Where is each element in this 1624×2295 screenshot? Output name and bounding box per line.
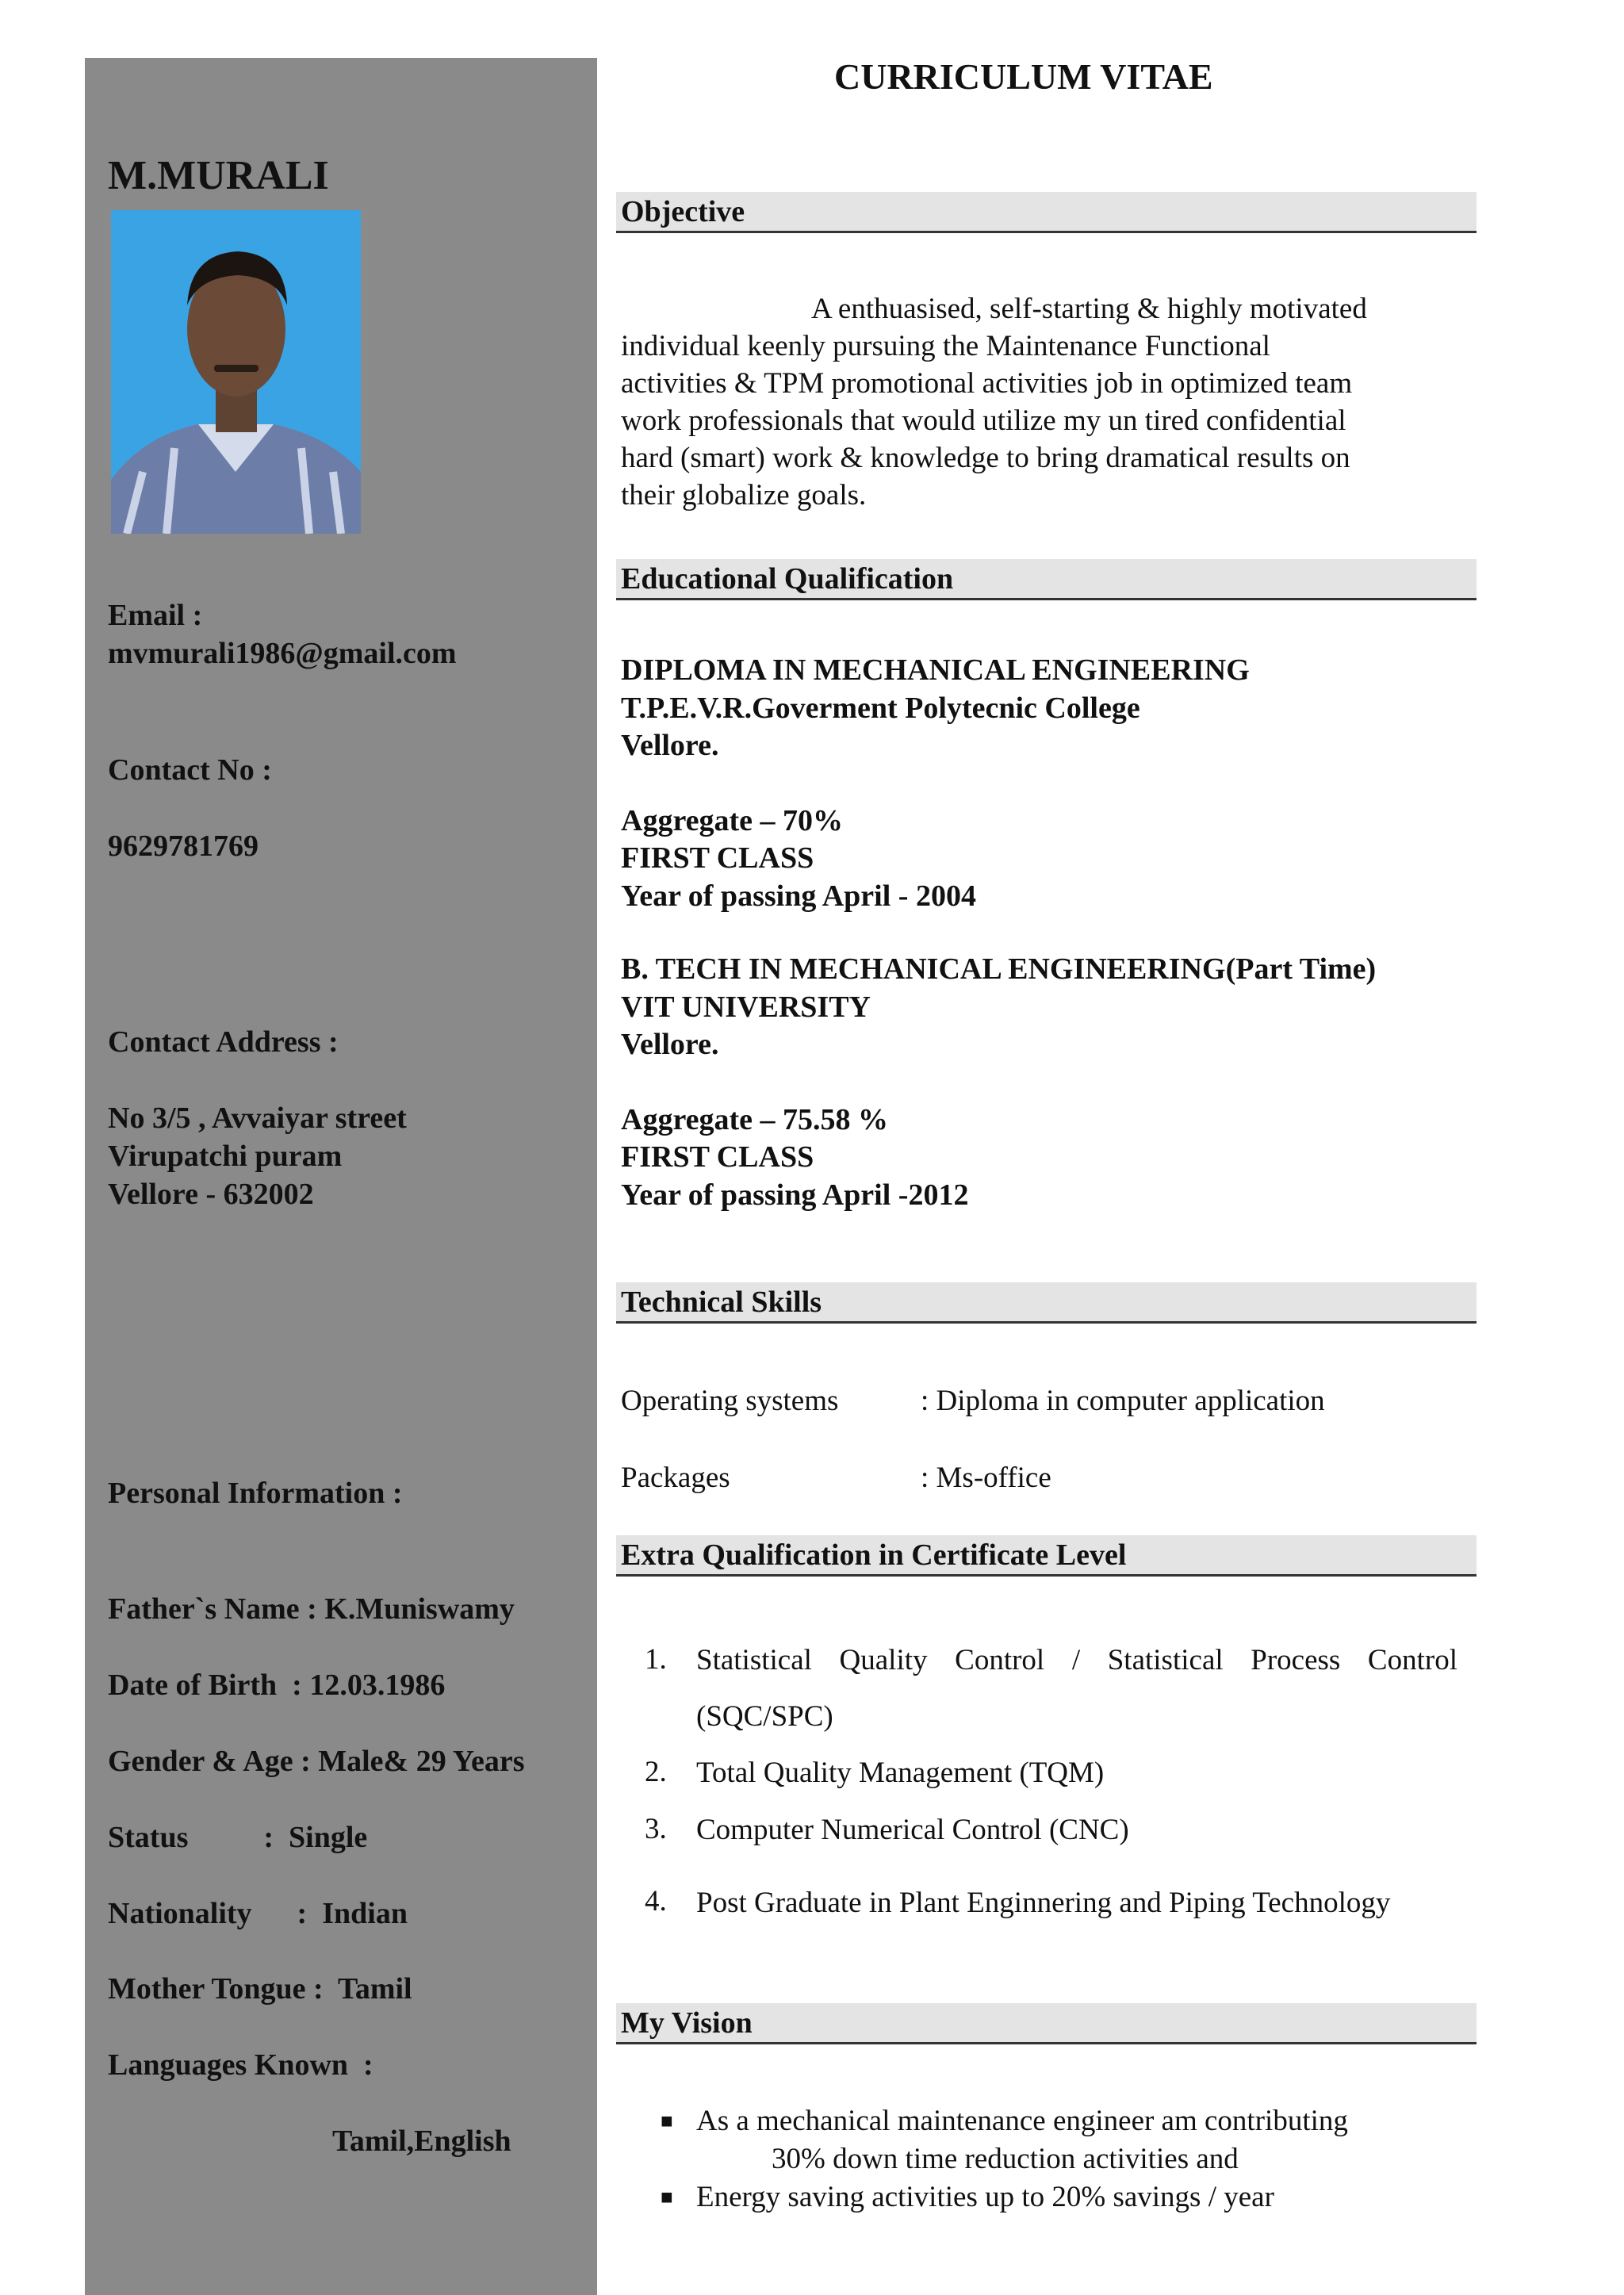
aggregate: Aggregate – 75.58 % xyxy=(621,1102,889,1136)
section-header-extra-qualification: Extra Qualification in Certificate Level xyxy=(616,1535,1477,1577)
class: FIRST CLASS xyxy=(621,1140,814,1174)
vision-list xyxy=(621,2102,1414,2221)
aggregate: Aggregate – 70% xyxy=(621,803,844,837)
year-of-passing: Year of passing April -2012 xyxy=(621,1178,969,1212)
address-line-3: Vellore - 632002 xyxy=(108,1178,314,1211)
address-label: Contact Address : xyxy=(108,1025,339,1059)
year-of-passing: Year of passing April - 2004 xyxy=(621,879,976,913)
section-header-objective: Objective xyxy=(616,192,1477,233)
vision-line: 30% down time reduction activities and xyxy=(772,2143,1239,2175)
person-photo-icon xyxy=(111,210,361,534)
list-number: 4. xyxy=(645,1885,667,1918)
email-value: mvmurali1986@gmail.com xyxy=(108,637,457,670)
status: Status : Single xyxy=(108,1821,368,1854)
address-line-2: Virupatchi puram xyxy=(108,1140,343,1173)
square-bullet-icon: ■ xyxy=(661,2186,673,2209)
page-title: CURRICULUM VITAE xyxy=(834,56,1213,97)
list-number: 1. xyxy=(645,1643,667,1676)
gender-age: Gender & Age : Male& 29 Years xyxy=(108,1745,525,1778)
institute: T.P.E.V.R.Goverment Polytecnic College xyxy=(621,691,1140,725)
city: Vellore. xyxy=(621,1028,719,1061)
objective-line: activities & TPM promotional activities job in optimized team xyxy=(621,367,1353,400)
list-number: 3. xyxy=(645,1813,667,1845)
section-header-technical-skills: Technical Skills xyxy=(616,1282,1477,1324)
languages-value: Tamil,English xyxy=(332,2125,511,2158)
institute: VIT UNIVERSITY xyxy=(621,990,871,1024)
nationality: Nationality : Indian xyxy=(108,1897,408,1930)
objective-text xyxy=(621,290,1446,514)
contact-label: Contact No : xyxy=(108,753,272,787)
objective-line: hard (smart) work & knowledge to bring dramatical results on xyxy=(621,442,1350,474)
vision-line: As a mechanical maintenance engineer am contributing xyxy=(696,2105,1348,2137)
skill-row xyxy=(621,1459,1051,1496)
objective-line: work professionals that would utilize my un tired confidential xyxy=(621,404,1346,437)
father-name: Father`s Name : K.Muniswamy xyxy=(108,1592,515,1626)
vision-line: Energy saving activities up to 20% savings / year xyxy=(696,2181,1274,2213)
list-text: Statistical Quality Control / Statistical Process Control (SQC/SPC) xyxy=(696,1644,1457,1733)
personal-info-label: Personal Information : xyxy=(108,1477,403,1510)
city: Vellore. xyxy=(621,729,719,762)
section-header-education: Educational Qualification xyxy=(616,559,1477,600)
list-text: Total Quality Management (TQM) xyxy=(696,1757,1105,1789)
skill-value: : Diploma in computer application xyxy=(921,1385,1325,1417)
contact-value: 9629781769 xyxy=(108,829,259,863)
degree: B. TECH IN MECHANICAL ENGINEERING(Part Time) xyxy=(621,952,1377,986)
degree: DIPLOMA IN MECHANICAL ENGINEERING xyxy=(621,653,1250,687)
languages-known-label: Languages Known : xyxy=(108,2048,373,2082)
objective-line: their globalize goals. xyxy=(621,479,867,511)
email-label: Email : xyxy=(108,599,203,632)
date-of-birth: Date of Birth : 12.03.1986 xyxy=(108,1669,446,1702)
education-entry-btech xyxy=(621,951,1376,1214)
education-entry-diploma xyxy=(621,652,1250,915)
class: FIRST CLASS xyxy=(621,841,814,875)
extra-qualification-list xyxy=(621,1632,1457,1973)
square-bullet-icon: ■ xyxy=(661,2109,673,2132)
skill-label: Packages xyxy=(621,1462,730,1494)
list-text: Post Graduate in Plant Enginnering and Piping Technology xyxy=(696,1887,1391,1919)
list-text: Computer Numerical Control (CNC) xyxy=(696,1814,1129,1846)
address-line-1: No 3/5 , Avvaiyar street xyxy=(108,1102,407,1135)
section-header-my-vision: My Vision xyxy=(616,2003,1477,2044)
candidate-name: M.MURALI xyxy=(108,153,329,198)
objective-line: individual keenly pursuing the Maintenance Functional xyxy=(621,330,1270,362)
mother-tongue: Mother Tongue : Tamil xyxy=(108,1972,412,2006)
objective-line: A enthuasised, self-starting & highly motivated xyxy=(811,293,1367,325)
skill-value: : Ms-office xyxy=(921,1462,1051,1494)
list-number: 2. xyxy=(645,1756,667,1788)
skill-label: Operating systems xyxy=(621,1385,839,1417)
skill-row xyxy=(621,1382,1325,1420)
